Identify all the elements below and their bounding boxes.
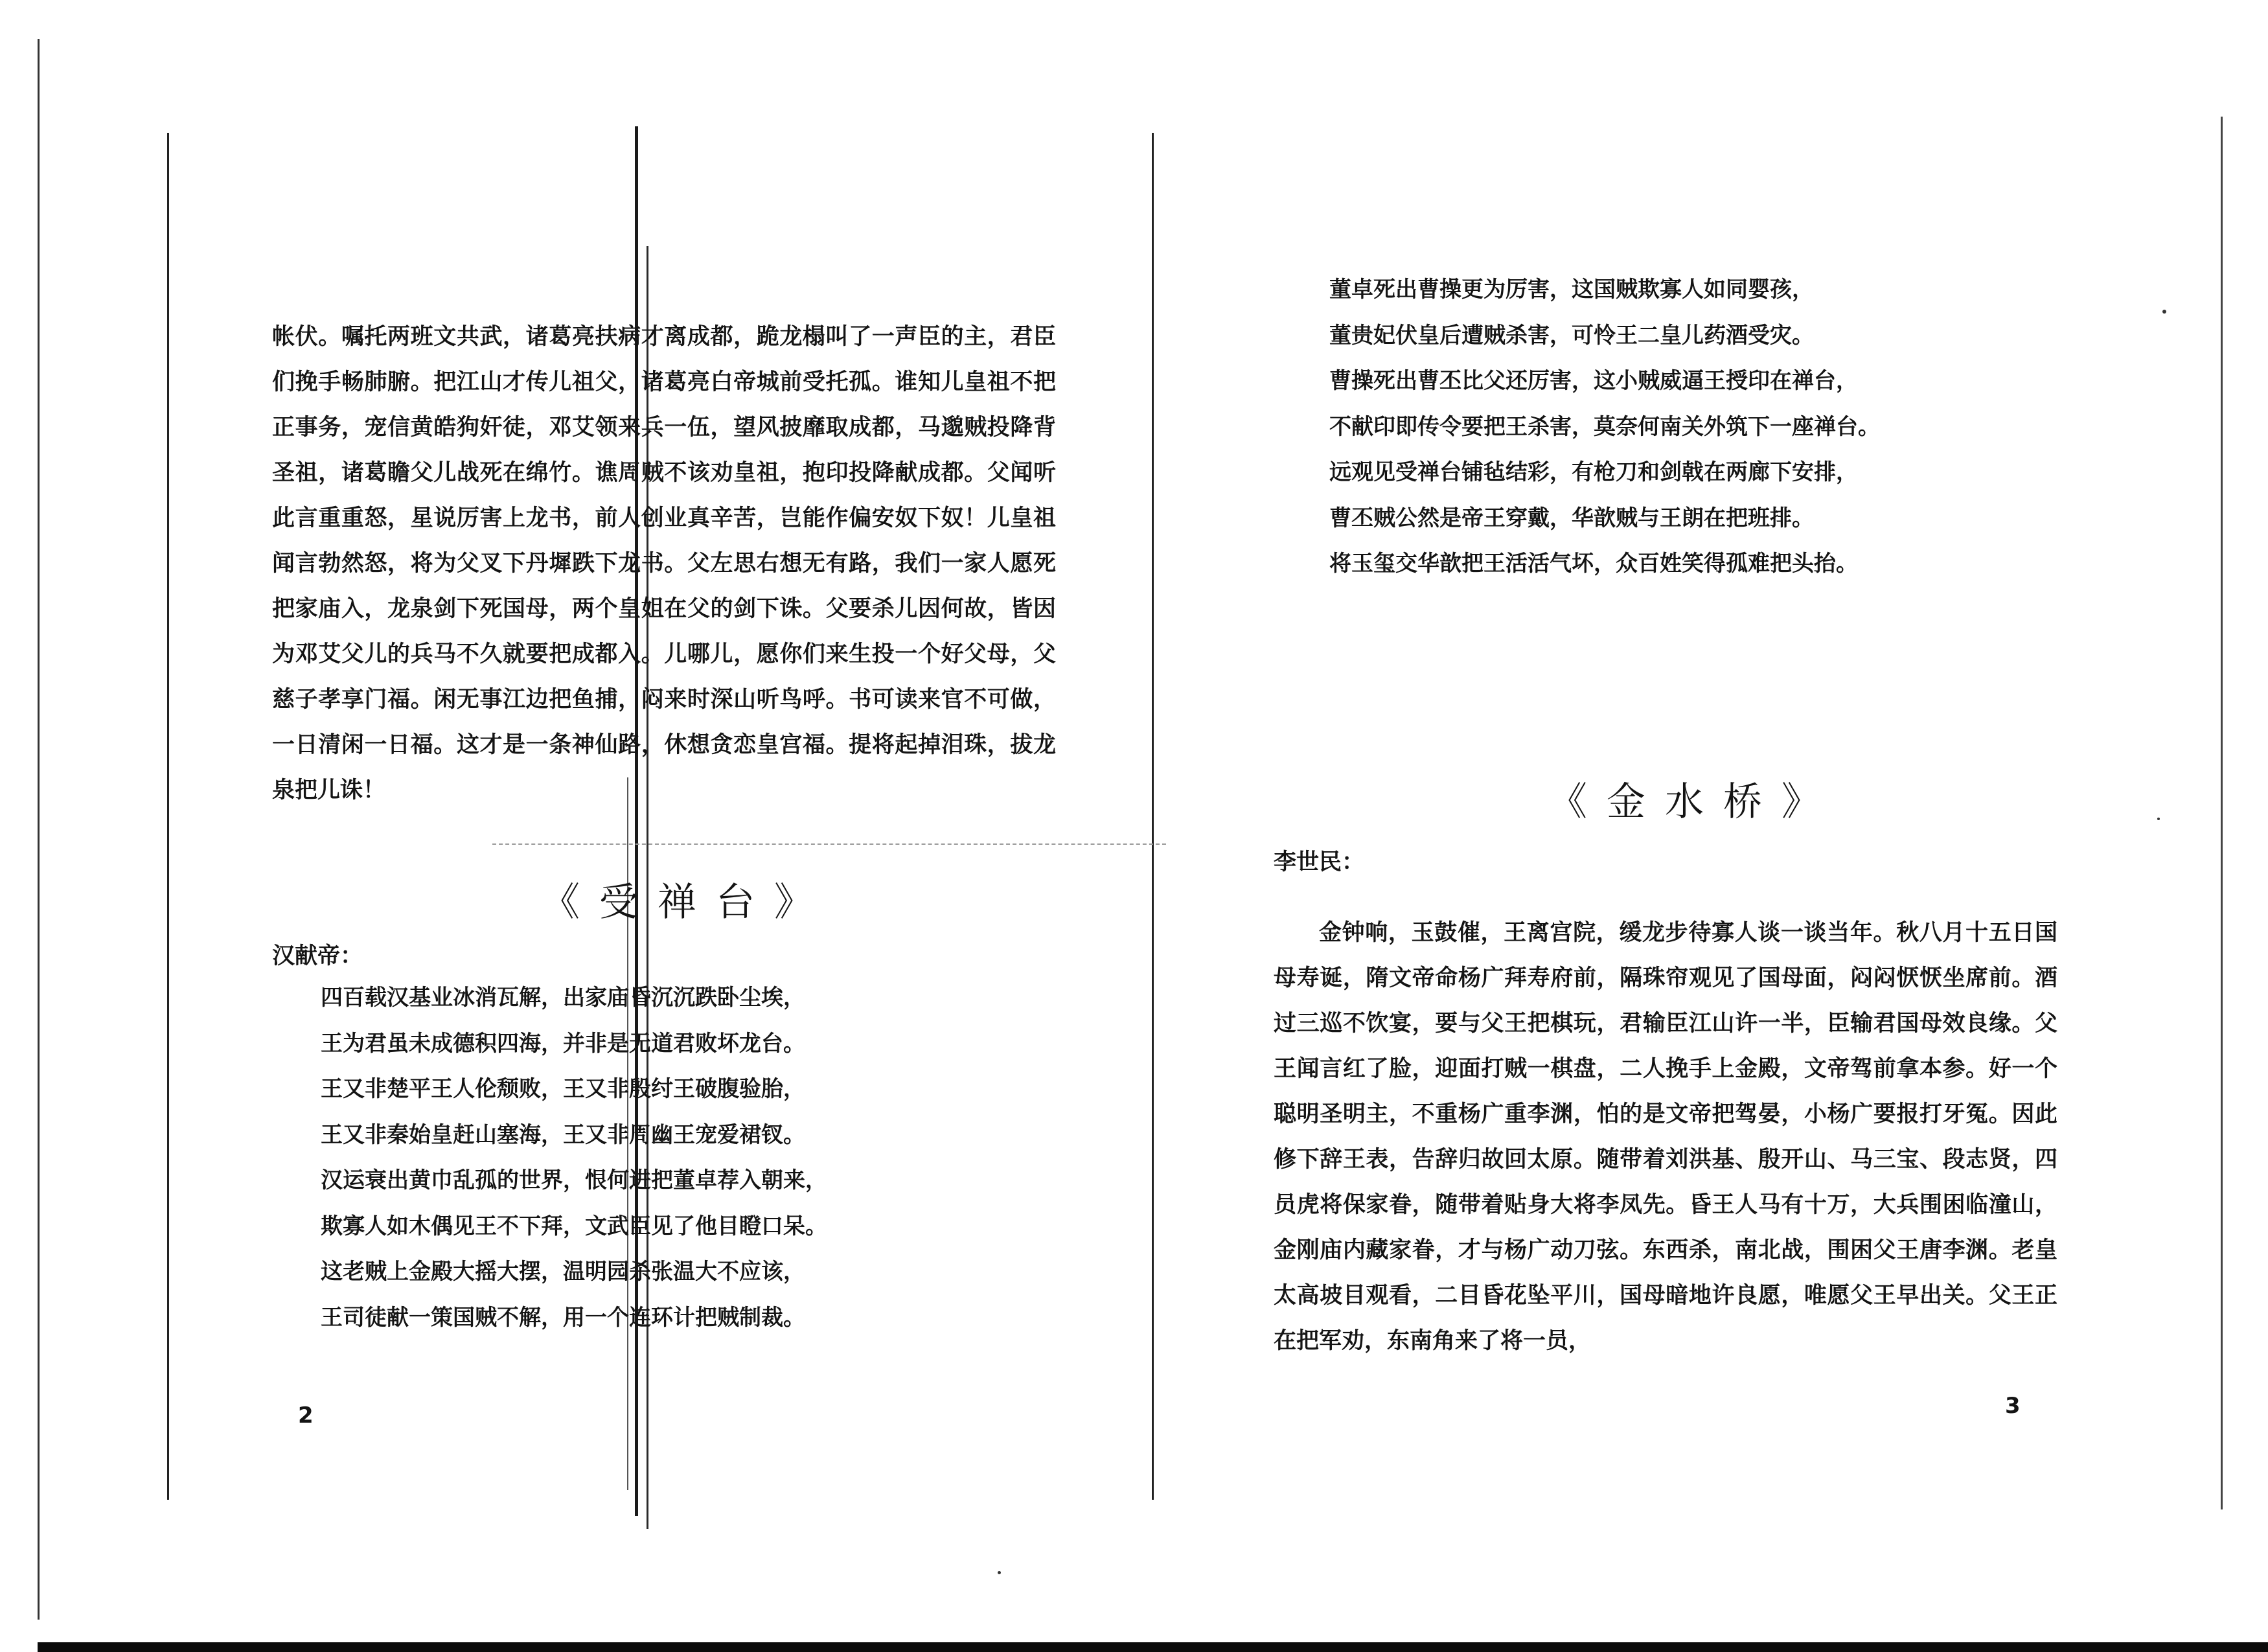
verse-line: 将玉玺交华歆把王活活气坏，众百姓笑得孤难把头抬。 <box>1329 551 1858 577</box>
page-fold-left <box>167 133 169 1500</box>
verse-block <box>321 975 827 1340</box>
verse-line: 不献印即传令要把王杀害，莫奈何南关外筑下一座禅台。 <box>1329 413 1880 440</box>
scan-left-edge <box>38 39 40 1620</box>
verse-line: 四百载汉基业冰消瓦解，出家庙昏沉沉跌卧尘埃， <box>321 985 805 1011</box>
verse-line: 王又非秦始皇赶山塞海，王又非周幽王宠爱裙钗。 <box>321 1121 805 1148</box>
section-title: 《受禅台》 <box>541 879 832 925</box>
speaker-label: 李世民： <box>1274 849 1365 875</box>
verse-line: 王司徒献一策国贼不解，用一个连环计把贼制裁。 <box>321 1304 805 1331</box>
verse-line: 董贵妃伏皇后遭贼杀害，可怜王二皇儿药酒受灾。 <box>1329 322 1814 349</box>
verse-line: 这老贼上金殿大摇大摆，温明园杀张温大不应该， <box>321 1259 805 1285</box>
scan-speck <box>998 1571 1001 1574</box>
verse-line: 王为君虽未成德积四海，并非是无道君败坏龙台。 <box>321 1030 805 1057</box>
scan-bottom-edge <box>38 1642 2268 1652</box>
scan-speck <box>2157 818 2160 820</box>
opening-paragraph: 帐伏。嘱托两班文共武，诸葛亮扶病才离成都，跪龙榻叫了一声臣的主，君臣们挽手畅肺腑。把江山才传儿祖父，诸葛亮白帝城前受托孤。谁知儿皇祖不把正事务，宠信黄皓狗奸徒，邓艾领来兵一伍，望风披靡取成都，马邈贼投降背圣祖，诸葛瞻父儿战死在绵竹。谯周贼不该劝皇祖，抱印投降献成都。父闻听此言重重怒，星说厉害上龙书，前人创业真辛苦，岂能作偏安奴下奴！儿皇祖闻言勃然怒，将为父叉下丹墀跌下龙书。父左思右想无有路，我们一家人愿死把家庙入，龙泉剑下死国母，两个皇姐在父的剑下诛。父要杀儿因何故，皆因为邓艾父儿的兵马不久就要把成都入。儿哪儿，愿你们来生投一个好父母，父慈子孝享门福。闲无事江边把鱼捕，闷来时深山听鸟呼。书可读来官不可做，一日清闲一日福。这才是一条神仙路，休想贪恋皇宫福。提将起掉泪珠，拔龙泉把儿诛！ <box>272 323 1056 803</box>
verse-line: 董卓死出曹操更为厉害，这国贼欺寡人如同婴孩， <box>1329 277 1814 303</box>
verse-line: 远观见受禅台铺毡结彩，有枪刀和剑戟在两廊下安排， <box>1329 459 1858 485</box>
speaker-label: 汉献帝： <box>272 943 363 969</box>
page-number: 2 <box>298 1403 314 1428</box>
page-fold-center <box>1152 133 1154 1500</box>
section-title: 《金水桥》 <box>1548 779 1840 825</box>
page-number: 3 <box>2005 1393 2021 1419</box>
monologue-paragraph: 金钟响，玉鼓催，王离宫院，缓龙步待寡人谈一谈当年。秋八月十五日国母寿诞，隋文帝命杨广拜寿府前，隔珠帘观见了国母面，闷闷恹恹坐席前。酒过三巡不饮宴，要与父王把棋玩，君输臣江山许一半，臣输君国母效良缘。父王闻言红了脸，迎面打贼一棋盘，二人挽手上金殿，文帝驾前拿本参。好一个聪明圣明主，不重杨广重李渊，怕的是文帝把驾晏，小杨广要报打牙冤。因此修下辞王表，告辞归故回太原。随带着刘洪基、殷开山、马三宝、段志贤，四员虎将保家眷，随带着贴身大将李凤先。昏王人马有十万，大兵围困临潼山，金刚庙内藏家眷，才与杨广动刀弦。东西杀，南北战，围困父王唐李渊。老皇太高坡目观看，二目昏花坠平川，国母暗地许良愿，唯愿父王早出关。父王正在把军劝，东南角来了将一员， <box>1274 919 2057 1354</box>
scan-speck <box>2162 310 2166 314</box>
verse-block <box>1329 267 1880 587</box>
verse-line: 汉运衰出黄巾乱孤的世界，恨何进把董卓荐入朝来， <box>321 1167 827 1193</box>
verse-line: 王又非楚平王人伦颓败，王又非殷纣王破腹验胎， <box>321 1076 805 1102</box>
verse-line: 欺寡人如木偶见王不下拜，文武臣见了他目瞪口呆。 <box>321 1213 827 1239</box>
verse-line: 曹操死出曹丕比父还厉害，这小贼威逼王授印在禅台， <box>1329 368 1858 394</box>
scan-right-edge <box>2221 117 2223 1509</box>
dashed-mark <box>492 843 1166 845</box>
verse-line: 曹丕贼公然是帝王穿戴，华歆贼与王朗在把班排。 <box>1329 505 1814 531</box>
